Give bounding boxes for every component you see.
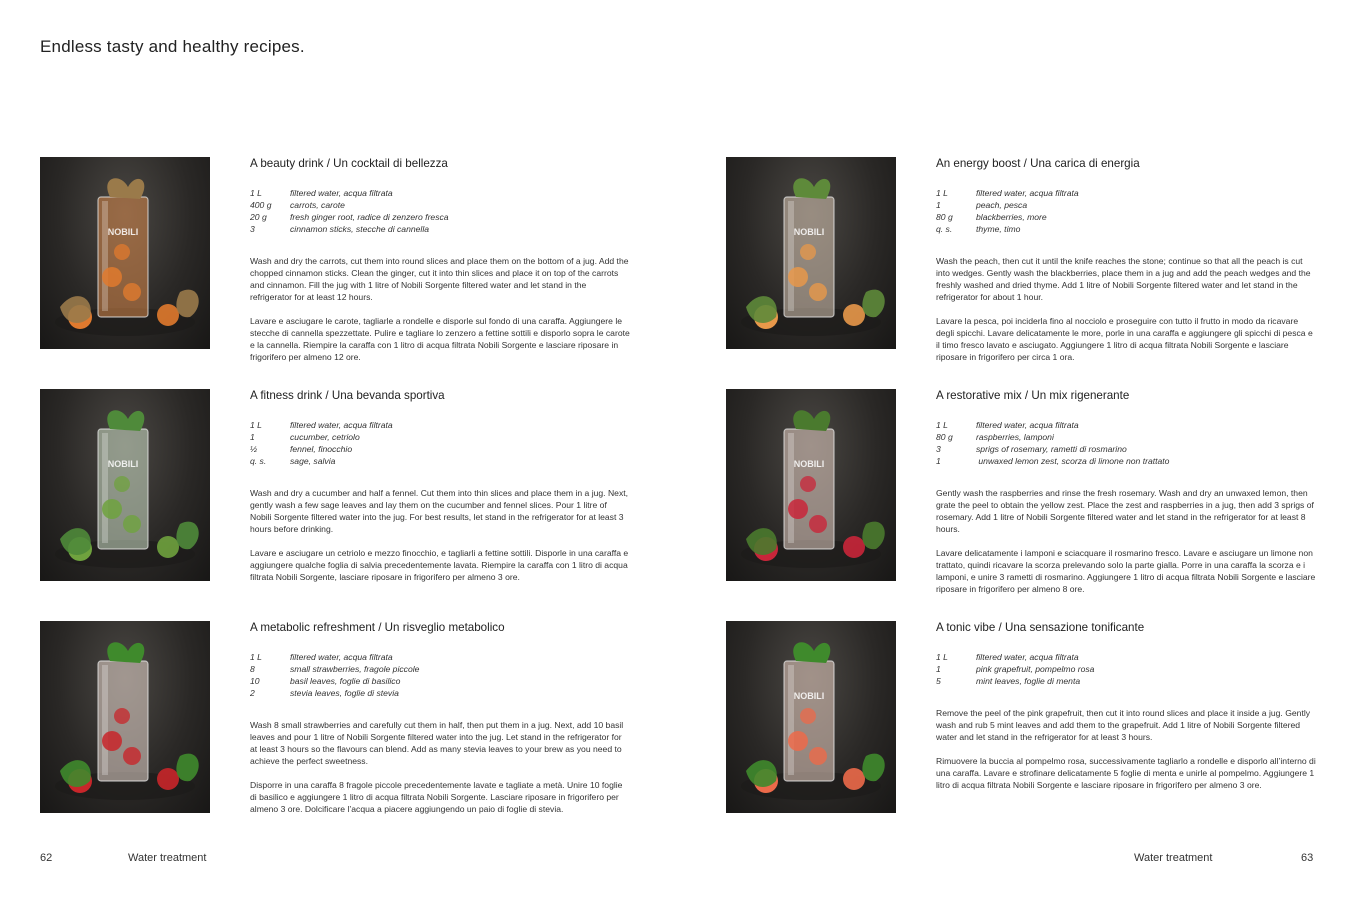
svg-text:NOBILI: NOBILI <box>107 459 139 469</box>
recipe-block <box>726 621 1355 821</box>
recipe-title: A tonic vibe / Una sensazione tonificante <box>936 621 1145 634</box>
recipe-block <box>40 157 680 362</box>
ingredient-list <box>250 651 630 699</box>
ingredient-row <box>936 419 1316 431</box>
ingredient-row <box>250 663 630 675</box>
ingredient-quantity: 1 L <box>250 188 262 198</box>
recipe-photo <box>726 157 896 349</box>
svg-text:NOBILI: NOBILI <box>793 227 825 237</box>
ingredient-name: carrots, carote <box>290 200 345 210</box>
ingredient-quantity: 1 L <box>250 420 262 430</box>
ingredient-row <box>936 223 1316 235</box>
instructions-italian: Rimuovere la buccia al pompelmo rosa, successivamente tagliarlo a rondelle e disporlo all’interno di una caraffa. Lavare e strofinare delicatamente 5 foglie di menta e unirle al pompelmo. Aggiungere 1 litro di acqua filtrata Nobili Sorgente e lasciare riposare in frigorifero per almeno 3 ore. <box>936 756 1316 790</box>
recipe-photo <box>726 389 896 581</box>
ingredient-name: pink grapefruit, pompelmo rosa <box>976 664 1095 674</box>
instructions-english: Wash 8 small strawberries and carefully cut them in half, then put them in a jug. Next, add 10 basil leaves and pour 1 litre of Nobili Sorgente filtered water into the jug. Let stand in the refrigerator for at least 3 hours so the flavours can blend. Add as many stevia leaves to your brew as you need to achieve the perfect sweetness. <box>250 720 624 766</box>
ingredient-name: cinnamon sticks, stecche di cannella <box>290 224 430 234</box>
instructions-english: Wash the peach, then cut it until the knife reaches the stone; continue so that all the peach is cut into wedges. Gently wash the blackberries, place them in a jug and add the peach wedges and the freshly washed and dried thyme. Add 1 litre of Nobili Sorgente filtered water and let stand in the refrigerator for about 1 hour. <box>936 256 1311 302</box>
ingredient-row <box>936 675 1316 687</box>
ingredient-list <box>936 419 1316 467</box>
right-section-label: Water treatment <box>1134 852 1213 864</box>
ingredient-row <box>936 211 1316 223</box>
ingredient-row <box>936 187 1316 199</box>
ingredient-row <box>250 211 630 223</box>
ingredient-name: filtered water, acqua filtrata <box>976 420 1079 430</box>
ingredient-list <box>250 187 630 235</box>
ingredient-row <box>250 651 630 663</box>
ingredient-quantity: 8 <box>250 664 255 674</box>
ingredient-row <box>936 651 1316 663</box>
ingredient-name: filtered water, acqua filtrata <box>290 652 393 662</box>
recipe-photo <box>40 621 210 813</box>
ingredient-row <box>250 443 630 455</box>
instructions-english: Wash and dry a cucumber and half a fennel. Cut them into thin slices and place them in a jug. Next, gently wash a few sage leaves and lay them on the cucumber and fennel slices. Pour 1 litre of Nobili Sorgente filtered water into the jug. For best results, let stand in the refrigerator for at least 3 hours before drinking. <box>250 488 629 534</box>
ingredient-quantity: 5 <box>936 676 941 686</box>
recipe-content <box>250 621 630 815</box>
ingredient-row <box>250 455 630 467</box>
instructions-italian: Lavare e asciugare un cetriolo e mezzo finocchio, e tagliarli a fettine sottili. Disporle in una caraffa e aggiungere qualche foglia di salvia precedentemente lavata. Riempire la caraffa con 1 litro di acqua filtrata Nobili Sorgente, lasciare riposare in frigorifero per almeno 3 ore. <box>250 548 629 582</box>
recipe-content <box>936 157 1316 363</box>
ingredient-row <box>936 455 1316 467</box>
ingredient-quantity: 20 g <box>250 212 267 222</box>
ingredient-name: blackberries, more <box>976 212 1047 222</box>
recipe-photo <box>40 389 210 581</box>
ingredient-quantity: 400 g <box>250 200 272 210</box>
recipe-title: A restorative mix / Un mix rigenerante <box>936 389 1130 402</box>
ingredient-name: peach, pesca <box>976 200 1028 210</box>
ingredient-quantity: 1 L <box>936 652 948 662</box>
ingredient-quantity: 1 L <box>936 188 948 198</box>
ingredient-quantity: 3 <box>936 444 941 454</box>
ingredient-name: fennel, finocchio <box>290 444 353 454</box>
ingredient-row <box>250 431 630 443</box>
ingredient-quantity: 10 <box>250 676 260 686</box>
ingredient-name: filtered water, acqua filtrata <box>290 188 393 198</box>
ingredient-name: thyme, timo <box>976 224 1021 234</box>
ingredient-quantity: 1 L <box>250 652 262 662</box>
recipe-title: An energy boost / Una carica di energia <box>936 157 1140 170</box>
ingredient-name: fresh ginger root, radice di zenzero fresca <box>290 212 449 222</box>
recipe-photo <box>40 157 210 349</box>
instructions-english: Remove the peel of the pink grapefruit, then cut it into round slices and place it inside a jug. Gently wash and rub 5 mint leaves and add them to the grapefruit. Add 1 litre of Nobili Sorgente filtered water and let stand in the refrigerator for at least 3 hours. <box>936 708 1311 742</box>
ingredient-quantity: 1 <box>936 664 941 674</box>
left-section-label: Water treatment <box>128 852 207 864</box>
recipe-content <box>250 389 630 583</box>
ingredient-row <box>936 431 1316 443</box>
ingredient-list <box>936 187 1316 235</box>
instructions-english: Wash and dry the carrots, cut them into round slices and place them on the bottom of a jug. Add the chopped cinnamon sticks. Clean the ginger, cut it into thin slices and place it on top of the carrots and cinnamon. Fill the jug with 1 litre of Nobili Sorgente filtered water and let stand in the refrigerator for at least 12 hours. <box>250 256 629 302</box>
ingredient-quantity: 1 <box>936 200 941 210</box>
svg-text:NOBILI: NOBILI <box>107 227 139 237</box>
ingredient-quantity: 1 <box>936 456 941 466</box>
ingredient-quantity: 80 g <box>936 432 953 442</box>
ingredient-name: unwaxed lemon zest, scorza di limone non trattato <box>976 456 1170 466</box>
ingredient-row <box>250 223 630 235</box>
ingredient-row <box>936 663 1316 675</box>
recipe-title: A fitness drink / Una bevanda sportiva <box>250 389 445 402</box>
page-title: Endless tasty and healthy recipes. <box>40 37 305 56</box>
instructions-italian: Disporre in una caraffa 8 fragole piccole precedentemente lavate e tagliate a metà. Unire 10 foglie di basilico e aggiungere 1 litro di acqua filtrata Nobili Sorgente. Lasciare riposare in frigorifero per almeno 3 ore. Dolcificare l’acqua a piacere aggiungendo un paio di foglie di stevia. <box>250 780 623 814</box>
ingredient-name: sprigs of rosemary, rametti di rosmarino <box>976 444 1127 454</box>
ingredient-quantity: q. s. <box>936 224 953 234</box>
ingredient-quantity: 1 L <box>936 420 948 430</box>
recipe-title: A beauty drink / Un cocktail di bellezza <box>250 157 448 170</box>
ingredient-name: mint leaves, foglie di menta <box>976 676 1081 686</box>
right-page-number: 63 <box>1301 852 1314 864</box>
ingredient-name: raspberries, lamponi <box>976 432 1054 442</box>
recipe-content <box>250 157 630 363</box>
ingredient-row <box>250 187 630 199</box>
ingredient-row <box>250 199 630 211</box>
ingredient-name: filtered water, acqua filtrata <box>976 652 1079 662</box>
ingredient-quantity: 80 g <box>936 212 953 222</box>
instructions-english: Gently wash the raspberries and rinse the fresh rosemary. Wash and dry an unwaxed lemon, then grate the peel to obtain the yellow zest. Place the zest and raspberries in a jug, then add 3 sprigs of rosemary. Add 1 litre of Nobili Sorgente filtered water and let stand in the refrigerator for at least 8 hours. <box>936 488 1314 534</box>
instructions-italian: Lavare e asciugare le carote, tagliarle a rondelle e disporle sul fondo di una caraffa. Aggiungere le stecche di cannella spezzettate. Pulire e tagliare lo zenzero a fettine sottili e disporlo sopra le carote e la cannella. Riempire la caraffa con 1 litro di acqua filtrata Nobili Sorgente e lasciare riposare in frigorifero per almeno 12 ore. <box>250 316 630 362</box>
ingredient-row <box>936 443 1316 455</box>
recipe-content <box>936 621 1316 791</box>
ingredient-quantity: q. s. <box>250 456 267 466</box>
ingredient-name: filtered water, acqua filtrata <box>976 188 1079 198</box>
ingredient-row <box>250 687 630 699</box>
svg-text:NOBILI: NOBILI <box>793 459 825 469</box>
ingredient-quantity: 3 <box>250 224 255 234</box>
ingredient-list <box>250 419 630 467</box>
ingredient-name: stevia leaves, foglie di stevia <box>290 688 399 698</box>
ingredient-quantity: 2 <box>250 688 255 698</box>
recipe-block <box>40 389 680 589</box>
ingredient-row <box>936 199 1316 211</box>
ingredient-quantity: ½ <box>250 444 258 454</box>
recipe-content <box>936 389 1316 595</box>
recipe-photo <box>726 621 896 813</box>
recipe-title: A metabolic refreshment / Un risveglio metabolico <box>250 621 505 634</box>
ingredient-name: filtered water, acqua filtrata <box>290 420 393 430</box>
ingredient-list <box>936 651 1316 687</box>
ingredient-row <box>250 419 630 431</box>
recipe-block <box>40 621 680 821</box>
ingredient-row <box>250 675 630 687</box>
instructions-italian: Lavare delicatamente i lamponi e sciacquare il rosmarino fresco. Lavare e asciugare un limone non trattato, quindi ricavare la scorza prelevando solo la parte gialla. Porre in una caraffa la scorza e i lamponi, e unire 3 rametti di rosmarino. Aggiungere 1 litro di acqua filtrata Nobili Sorgente e lasciare riposare in frigorifero per almeno 8 ore. <box>936 548 1316 594</box>
svg-text:NOBILI: NOBILI <box>793 691 825 701</box>
left-page-number: 62 <box>40 852 53 864</box>
recipe-block <box>726 389 1355 594</box>
recipe-block <box>726 157 1355 362</box>
ingredient-name: small strawberries, fragole piccole <box>290 664 420 674</box>
ingredient-name: basil leaves, foglie di basilico <box>290 676 401 686</box>
ingredient-name: cucumber, cetriolo <box>290 432 360 442</box>
ingredient-name: sage, salvia <box>290 456 336 466</box>
instructions-italian: Lavare la pesca, poi inciderla fino al nocciolo e proseguire con tutto il frutto in modo da ricavare degli spicchi. Lavare delicatamente le more, porle in una caraffa e aggiungere gli spicchi di pesca e il timo fresco lavato e asciugato. Aggiungere 1 litro di acqua filtrata Nobili Sorgente e lasciare riposare in frigorifero per circa 1 ora. <box>936 316 1313 362</box>
ingredient-quantity: 1 <box>250 432 255 442</box>
